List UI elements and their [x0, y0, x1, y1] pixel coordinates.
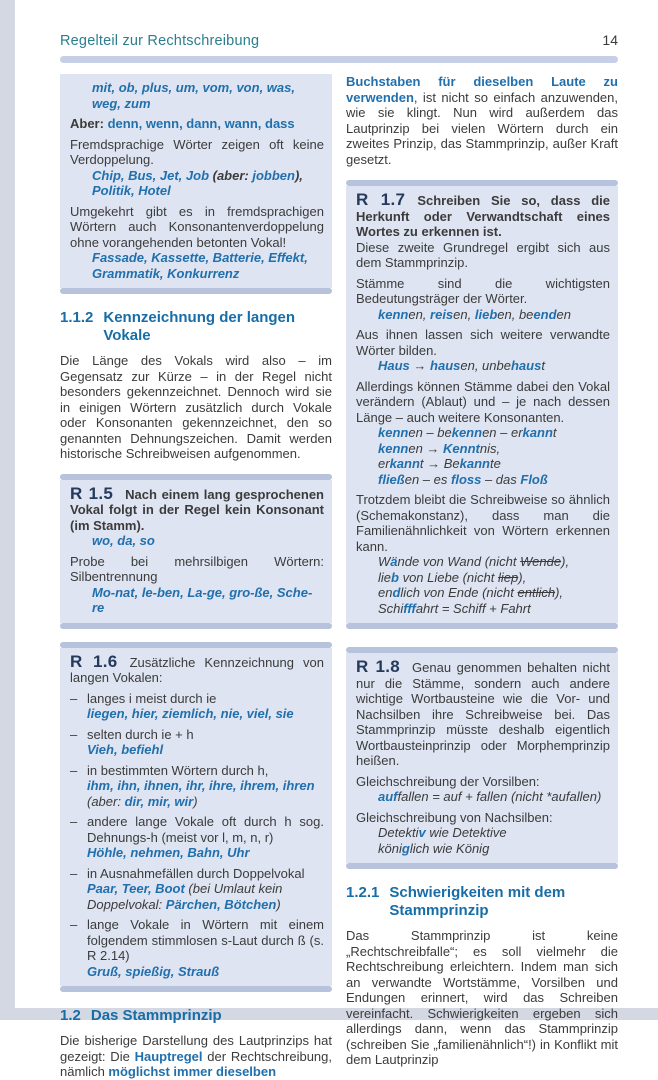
paragraph: Allerdings können Stämme dabei den Vokal verändern (Ablaut) und – je nach dessen Länge – auch weitere Konsonanten. — [356, 378, 610, 425]
rule-lead — [356, 192, 610, 240]
example-line: kennen → Kenntnis, — [378, 440, 501, 456]
bullet-dash: – — [70, 814, 78, 829]
example-line: erkannt → Bekannte — [378, 456, 501, 471]
example-line: ihm, ihn, ihnen, ihr, ihre, ihrem, ihren (aber: dir, mir, wir) — [87, 778, 315, 809]
bullet-dash: – — [70, 726, 78, 742]
list-item-text: andere lange Vokale oft durch h sog. Dehnungs-h (meist vor l, m, n, r) — [87, 814, 324, 845]
list-item-text: in Ausnahmefällen durch Doppelvokal — [87, 865, 305, 881]
rule-lead — [356, 659, 610, 769]
list-item — [70, 814, 324, 861]
bullet-dash: – — [70, 690, 78, 706]
rule-number: R 1.8 — [356, 657, 401, 676]
bullet-dash: – — [70, 917, 78, 932]
rule-box-body — [60, 480, 332, 623]
rule-box-1-5 — [60, 474, 332, 629]
example-line: Mo-nat, le-ben, La-ge, gro-ße, Sche-re — [92, 584, 313, 615]
paragraph: Gleichschreibung der Vorsilben: — [356, 773, 540, 789]
running-header — [60, 32, 618, 49]
paragraph: Aus ihnen lassen sich weitere verwandte Wörter bilden. — [356, 327, 610, 358]
example-line: Paar, Teer, Boot (bei Umlaut kein Doppelvokal: Pärchen, Bötchen) — [87, 881, 283, 912]
list-item — [70, 727, 324, 758]
rule-box-1-6 — [60, 642, 332, 993]
page-edge-left — [0, 0, 15, 1020]
bullet-dash: – — [70, 762, 78, 778]
example-line: Chip, Bus, Jet, Job (aber: jobben), Politik, Hotel — [92, 167, 303, 198]
bullet-dash: – — [70, 865, 78, 881]
list-item-text: lange Vokale in Wörtern mit einem folgendem stimmlosen s-Laut durch ß (s. R 2.14) — [87, 917, 324, 963]
box-bottom-bar — [60, 623, 332, 629]
box-bottom-bar — [60, 288, 332, 294]
example-line: kennen, reisen, lieben, beenden — [378, 306, 572, 322]
rule-lead — [70, 483, 324, 534]
example-line: auffallen = auf + fallen (nicht *aufallen) — [378, 789, 602, 804]
rule-box-body — [60, 74, 332, 288]
paragraph: Umgekehrt gibt es in fremdsprachigen Wörtern auch Konsonantenverdoppelung ohne vorangehenden betonten Vokal! — [70, 203, 324, 250]
page-number: 14 — [602, 32, 618, 48]
list-item-text: in bestimmten Wörtern durch h, — [87, 762, 269, 778]
list-item — [70, 866, 324, 913]
example-line: königlich wie König — [378, 840, 490, 856]
paragraph: Trotzdem bleibt die Schreibweise so ähnlich (Schemakonstanz), dass man die Familienähnlichkeit von Wörtern erkennen kann. — [356, 492, 610, 554]
box-bottom-bar — [346, 623, 618, 629]
example-line: Wände von Wand (nicht Wende), — [378, 554, 570, 569]
rule-text: Genau genommen behalten nicht nur die Stämme, sondern auch andere wichtige Wortbausteine wie die Vor- und Nachsilben ihre Schreibweise bei. Das Stammprinzip müsste deshalb eigentlich Wortbausteinprinzip oder Morphemprinzip heißen. — [356, 660, 610, 768]
section-number: 1.2 — [60, 1007, 81, 1024]
box-bottom-bar — [60, 986, 332, 992]
box-bottom-bar — [346, 863, 618, 869]
list-item — [70, 763, 324, 810]
example-line: Vieh, befiehl — [87, 742, 164, 757]
paragraph: Die Länge des Vokals wird also – im Gegensatz zur Kürze – in der Regel nicht besonders gekennzeichnet. Dennoch wird sie in einigen Wörtern zusätzlich durch Vokale oder Konsonanten gekennzeichnet, den so genannten Dehnungszeichen. Damit werden historische Schreibweisen aufgenommen. — [60, 353, 332, 461]
paragraph: Gleichschreibung von Nachsilben: — [356, 809, 553, 825]
example-line: Haus → hausen, unbehaust — [378, 358, 545, 373]
example-line: fließen – es floss – das Floß — [378, 471, 548, 487]
list-item — [70, 917, 324, 979]
paragraph: Die bisherige Darstellung des Lautprinzips hat gezeigt: Die Hauptregel der Rechtschreibung, nämlich möglichst immer dieselben — [60, 1033, 333, 1079]
section-heading-1-2-1 — [346, 884, 618, 920]
paragraph: Fremdsprachige Wörter zeigen oft keine Verdoppelung. — [70, 136, 324, 167]
rule-number: R 1.5 — [70, 483, 114, 503]
paragraph: Probe bei mehrsilbigen Wörtern: Silbentrennung — [70, 553, 324, 584]
rule-box-continued — [60, 74, 332, 294]
example-line: Höhle, nehmen, Bahn, Uhr — [87, 845, 250, 860]
rule-number: R 1.6 — [70, 651, 118, 671]
rule-text: Zusätzliche Kennzeichnung von langen Vokalen: — [70, 654, 325, 685]
column-right — [346, 74, 618, 1080]
rule-text: Nach einem lang gesprochenen Vokal folgt in der Regel kein Konsonant (im Stamm). — [70, 486, 324, 533]
paragraph: Das Stammprinzip ist keine „Rechtschreibfalle“; es soll vielmehr die Rechtschreibung erleichtern. Indem man sich an verwandte Wortstämme, Vorsilben und Endungen erinnert, wird das Schreiben vereinfacht. Schwierigkeiten ergeben sich allerdings dann, wenn das Stammprinzip (schreiben Sie „familienähnlich“!) in Konflikt mit dem Lautprinzip — [346, 928, 618, 1067]
rule-box-body — [346, 653, 618, 863]
column-left — [60, 74, 332, 1080]
exception-line: Aber: denn, wenn, dann, wann, dass — [70, 116, 295, 131]
example-line: lieb von Liebe (nicht liep), — [378, 569, 527, 585]
list-item-text: selten durch ie + h — [87, 726, 194, 742]
rule-box-1-7 — [346, 180, 618, 629]
section-number: 1.1.2 — [60, 309, 94, 326]
section-number: 1.2.1 — [346, 884, 380, 901]
header-rule-bar — [60, 56, 618, 63]
example-line: Gruß, spießig, Strauß — [87, 963, 220, 979]
rule-box-body — [60, 648, 332, 987]
list-item-text: langes i meist durch ie — [87, 690, 217, 706]
paragraph: Stämme sind die wichtigsten Bedeutungsträger der Wörter. — [356, 275, 610, 306]
example-line: Detektiv wie Detektive — [378, 825, 507, 840]
rule-box-body — [346, 186, 618, 623]
list-item — [70, 691, 324, 722]
example-line: endlich von Ende (nicht entlich), — [378, 585, 564, 600]
example-line: liegen, hier, ziemlich, nie, viel, sie — [87, 706, 294, 721]
example-line: Fassade, Kassette, Batterie, Effekt, Grammatik, Konkurrenz — [92, 250, 308, 281]
example-line: kennen – bekennen – erkannt — [378, 425, 557, 440]
paragraph: Buchstaben für dieselben Laute zu verwenden, ist nicht so einfach anzuwenden, wie sie klingt. Nun wird außerdem das Lautprinzip bei vielen Wörtern durch ein zweites Prinzip, das Stammprinzip, außer Kraft gesetzt. — [346, 74, 618, 167]
rule-lead — [70, 651, 325, 686]
section-title: Kennzeichnung der langen Vokale — [103, 309, 296, 344]
example-line: Schifffahrt = Schiff + Fahrt — [378, 600, 531, 616]
paragraph: Diese zweite Grundregel ergibt sich aus dem Stammprinzip. — [356, 239, 610, 270]
two-column-layout — [60, 74, 618, 1080]
section-title: Schwierigkeiten mit dem Stammprinzip — [389, 884, 566, 919]
chapter-title: Regelteil zur Rechtschreibung — [60, 33, 260, 49]
section-heading-1-1-2 — [60, 309, 332, 345]
rule-text: Schreiben Sie so, dass die Herkunft oder Verwandtschaft eines Wortes zu erkennen ist. — [356, 193, 610, 239]
example-line: wo, da, so — [92, 533, 155, 548]
rule-number: R 1.7 — [356, 190, 406, 209]
page-content — [60, 32, 618, 1080]
section-title: Das Stammprinzip — [90, 1007, 222, 1024]
example-line: mit, ob, plus, um, vom, von, was, weg, zum — [92, 80, 295, 111]
rule-box-1-8 — [346, 647, 618, 869]
section-heading-1-2 — [60, 1007, 332, 1025]
